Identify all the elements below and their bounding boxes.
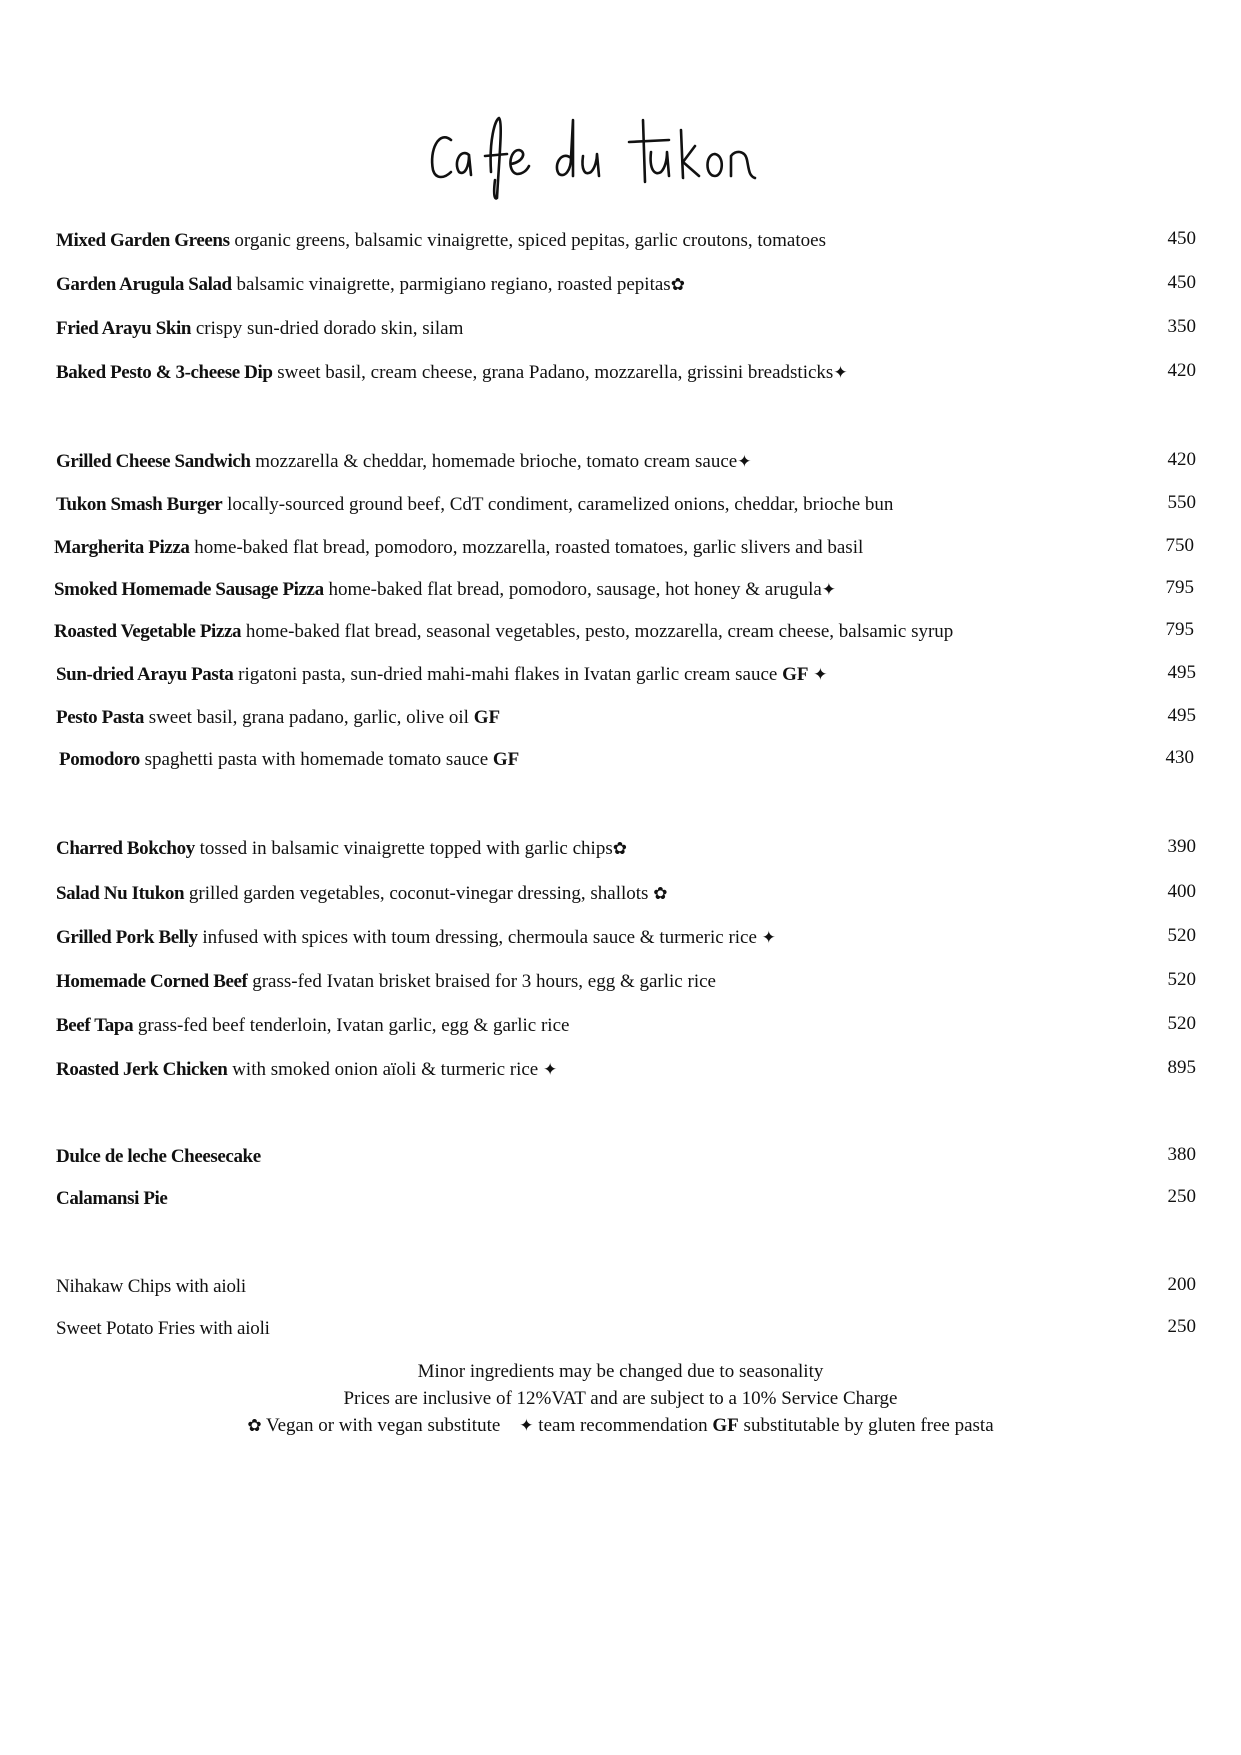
item-name: Salad Nu Itukon [56, 883, 185, 904]
item-price: 450 [1167, 272, 1196, 293]
cafe-logo-title [0, 95, 1241, 205]
item-price: 450 [1167, 228, 1196, 249]
item-name: Sweet Potato Fries with aioli [56, 1318, 270, 1339]
item-name: Fried Arayu Skin [56, 318, 192, 339]
vegan-flower-icon: ✿ [247, 1416, 262, 1435]
recommendation-star-icon: ✦ [543, 1060, 558, 1079]
menu-footer [0, 1358, 1241, 1439]
seasonality-note: Minor ingredients may be changed due to seasonality [417, 1361, 824, 1382]
menu-item [56, 923, 1196, 953]
pricing-note: Prices are inclusive of 12%VAT and are subject to a 10% Service Charge [343, 1388, 898, 1409]
item-price: 495 [1167, 662, 1196, 683]
menu-item [56, 967, 1196, 997]
item-price: 250 [1167, 1316, 1196, 1337]
recommendation-star-icon: ✦ [737, 452, 752, 471]
menu-item [56, 1142, 1196, 1172]
gluten-free-mark: GF [473, 707, 501, 728]
item-description: sweet basil, cream cheese, grana Padano, mozzarella, grissini breadsticks [277, 362, 834, 383]
gluten-free-mark: GF [492, 749, 520, 770]
item-name: Baked Pesto & 3-cheese Dip [56, 362, 273, 383]
item-description: balsamic vinaigrette, parmigiano regiano, roasted pepitas [236, 274, 671, 295]
item-price: 750 [1165, 535, 1194, 556]
legend [0, 1412, 1241, 1439]
item-description: locally-sourced ground beef, CdT condiment, caramelized onions, cheddar, brioche bun [227, 494, 894, 515]
item-name: Dulce de leche Cheesecake [56, 1146, 261, 1167]
item-description: home-baked flat bread, seasonal vegetables, pesto, mozzarella, cream cheese, balsamic syrup [245, 621, 954, 642]
item-name: Smoked Homemade Sausage Pizza [54, 579, 324, 600]
menu-item [56, 1314, 1196, 1344]
handwritten-logo [411, 100, 831, 200]
menu-item [54, 533, 1194, 563]
item-description: grass-fed beef tenderloin, Ivatan garlic, egg & garlic rice [137, 1015, 570, 1036]
item-name: Pomodoro [59, 749, 140, 770]
item-description: grass-fed Ivatan brisket braised for 3 hours, egg & garlic rice [252, 971, 716, 992]
item-price: 200 [1167, 1274, 1196, 1295]
item-price: 795 [1165, 577, 1194, 598]
vegan-flower-icon: ✿ [670, 275, 685, 294]
item-price: 895 [1167, 1057, 1196, 1078]
menu-item [56, 1055, 1196, 1085]
item-description: mozzarella & cheddar, homemade brioche, tomato cream sauce [255, 451, 738, 472]
item-name: Garden Arugula Salad [56, 274, 232, 295]
item-price: 390 [1167, 836, 1196, 857]
gluten-free-legend-label: substitutable by gluten free pasta [743, 1415, 994, 1436]
item-description: infused with spices with toum dressing, chermoula sauce & turmeric rice [202, 927, 757, 948]
item-name: Tukon Smash Burger [56, 494, 223, 515]
item-description: sweet basil, grana padano, garlic, olive oil [148, 707, 469, 728]
menu-item [56, 270, 1196, 300]
recommendation-star-icon: ✦ [821, 580, 837, 599]
item-price: 350 [1167, 316, 1196, 337]
item-price: 520 [1167, 925, 1196, 946]
menu-item [56, 834, 1196, 864]
item-price: 430 [1165, 747, 1194, 768]
item-price: 520 [1167, 969, 1196, 990]
item-price: 400 [1167, 881, 1196, 902]
menu-item [56, 1011, 1196, 1041]
menu-item [56, 490, 1196, 520]
item-name: Pesto Pasta [56, 707, 144, 728]
item-price: 250 [1167, 1186, 1196, 1207]
item-description: home-baked flat bread, pomodoro, mozzarella, roasted tomatoes, garlic slivers and basil [194, 537, 864, 558]
item-name: Margherita Pizza [54, 537, 190, 558]
item-name: Beef Tapa [56, 1015, 134, 1036]
item-price: 420 [1167, 360, 1196, 381]
item-name: Nihakaw Chips with aioli [56, 1276, 246, 1297]
menu-item [56, 879, 1196, 909]
menu-item [56, 358, 1196, 388]
gluten-free-mark: GF [782, 664, 809, 685]
menu-item [54, 617, 1194, 647]
vegan-flower-icon: ✿ [653, 884, 668, 903]
item-description: tossed in balsamic vinaigrette topped with garlic chips [199, 838, 613, 859]
recommendation-star-icon: ✦ [833, 363, 848, 382]
menu-item [54, 575, 1194, 605]
menu-item [59, 745, 1194, 775]
item-description: crispy sun-dried dorado skin, silam [195, 318, 464, 339]
menu-item [56, 226, 1196, 256]
item-description: spaghetti pasta with homemade tomato sauce [144, 749, 489, 770]
recommendation-star-icon: ✦ [519, 1416, 534, 1435]
item-description: organic greens, balsamic vinaigrette, spiced pepitas, garlic croutons, tomatoes [234, 230, 826, 251]
item-description: rigatoni pasta, sun-dried mahi-mahi flakes in Ivatan garlic cream sauce [238, 664, 778, 685]
item-name: Grilled Pork Belly [56, 927, 198, 948]
item-name: Mixed Garden Greens [56, 230, 230, 251]
item-price: 420 [1167, 449, 1196, 470]
item-description: grilled garden vegetables, coconut-vinegar dressing, shallots [188, 883, 649, 904]
vegan-flower-icon: ✿ [612, 839, 627, 858]
recommendation-legend-label: team recommendation [538, 1415, 708, 1436]
item-name: Sun-dried Arayu Pasta [56, 664, 234, 685]
gluten-free-mark: GF [712, 1415, 739, 1436]
menu-item [56, 703, 1196, 733]
menu-item [56, 1184, 1196, 1214]
item-name: Roasted Vegetable Pizza [54, 621, 242, 642]
item-price: 380 [1167, 1144, 1196, 1165]
item-name: Roasted Jerk Chicken [56, 1059, 228, 1080]
menu-item [56, 314, 1196, 344]
item-name: Homemade Corned Beef [56, 971, 248, 992]
menu-item [56, 447, 1196, 477]
item-name: Calamansi Pie [56, 1188, 168, 1209]
item-price: 550 [1167, 492, 1196, 513]
menu-item [56, 660, 1196, 690]
item-price: 520 [1167, 1013, 1196, 1034]
item-name: Grilled Cheese Sandwich [56, 451, 251, 472]
recommendation-star-icon: ✦ [761, 928, 776, 947]
item-description: with smoked onion aïoli & turmeric rice [232, 1059, 539, 1080]
vegan-legend-label: Vegan or with vegan substitute [266, 1415, 501, 1436]
recommendation-star-icon: ✦ [813, 665, 828, 684]
item-price: 495 [1167, 705, 1196, 726]
item-description: home-baked flat bread, pomodoro, sausage, hot honey & arugula [328, 579, 822, 600]
item-name: Charred Bokchoy [56, 838, 195, 859]
menu-item [56, 1272, 1196, 1302]
item-price: 795 [1165, 619, 1194, 640]
